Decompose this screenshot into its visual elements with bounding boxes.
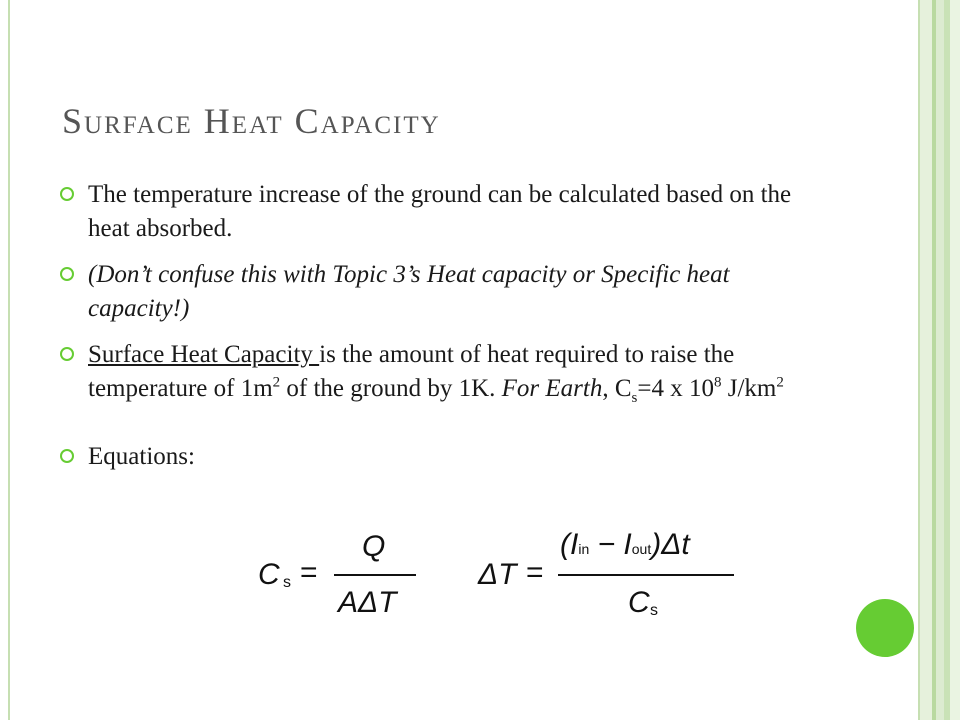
eq2-numerator	[560, 528, 690, 562]
eq1-fraction-bar	[334, 574, 416, 576]
eq1-equals: =	[300, 556, 318, 589]
bullet-text: The temperature increase of the ground can be calculated based on the heat absorbed.	[88, 181, 792, 242]
side-stripe	[950, 0, 960, 720]
superscript: 2	[272, 374, 281, 391]
eq2-denominator: C	[628, 586, 650, 619]
eq1-denominator: AΔT	[338, 586, 397, 619]
eq1-numerator: Q	[362, 530, 386, 563]
superscript: 2	[776, 374, 784, 391]
bullet-circle-icon	[60, 267, 74, 281]
eq2-den-subscript: s	[650, 602, 658, 619]
definition-term: Surface Heat Capacity	[88, 341, 320, 368]
eq1-lhs-subscript: s	[283, 574, 291, 591]
bullet-text: J/km	[721, 375, 777, 402]
subscript: s	[631, 390, 638, 406]
bullet-item	[60, 258, 820, 326]
eq2-num-part: (I	[560, 528, 579, 561]
eq1-lhs: C	[258, 558, 280, 591]
bullet-list	[60, 178, 820, 486]
bullet-text: =4 x 10	[637, 375, 714, 402]
bullet-item	[60, 440, 820, 474]
eq2-num-part: )Δt	[651, 528, 690, 561]
frame-left-line	[8, 0, 10, 720]
side-stripe	[936, 0, 944, 720]
bullet-text: , C	[602, 375, 632, 402]
eq2-sub-out: out	[631, 541, 652, 557]
bullet-text: (Don’t confuse this with Topic 3’s Heat capacity or Specific heat capacity!)	[88, 261, 730, 322]
slide-title: Surface Heat Capacity	[62, 101, 441, 141]
bullet-circle-icon	[60, 187, 74, 201]
eq2-num-part: − I	[589, 528, 632, 561]
bullet-text: Equations:	[88, 443, 195, 470]
bullet-text: is the amount of heat required to raise the temperature of 1m	[88, 341, 735, 402]
bullet-item	[60, 178, 820, 246]
earth-label: For Earth	[501, 375, 603, 402]
eq2-lhs: ΔT	[478, 558, 517, 591]
decorative-circle-icon	[856, 599, 914, 657]
bullet-text: of the ground by 1K.	[280, 375, 502, 402]
superscript: 8	[714, 374, 722, 391]
eq2-equals: =	[526, 556, 544, 589]
bullet-item	[60, 338, 820, 406]
bullet-circle-icon	[60, 449, 74, 463]
eq2-fraction-bar	[558, 574, 734, 576]
bullet-circle-icon	[60, 347, 74, 361]
side-stripe	[920, 0, 932, 720]
eq2-sub-in: in	[578, 541, 590, 557]
